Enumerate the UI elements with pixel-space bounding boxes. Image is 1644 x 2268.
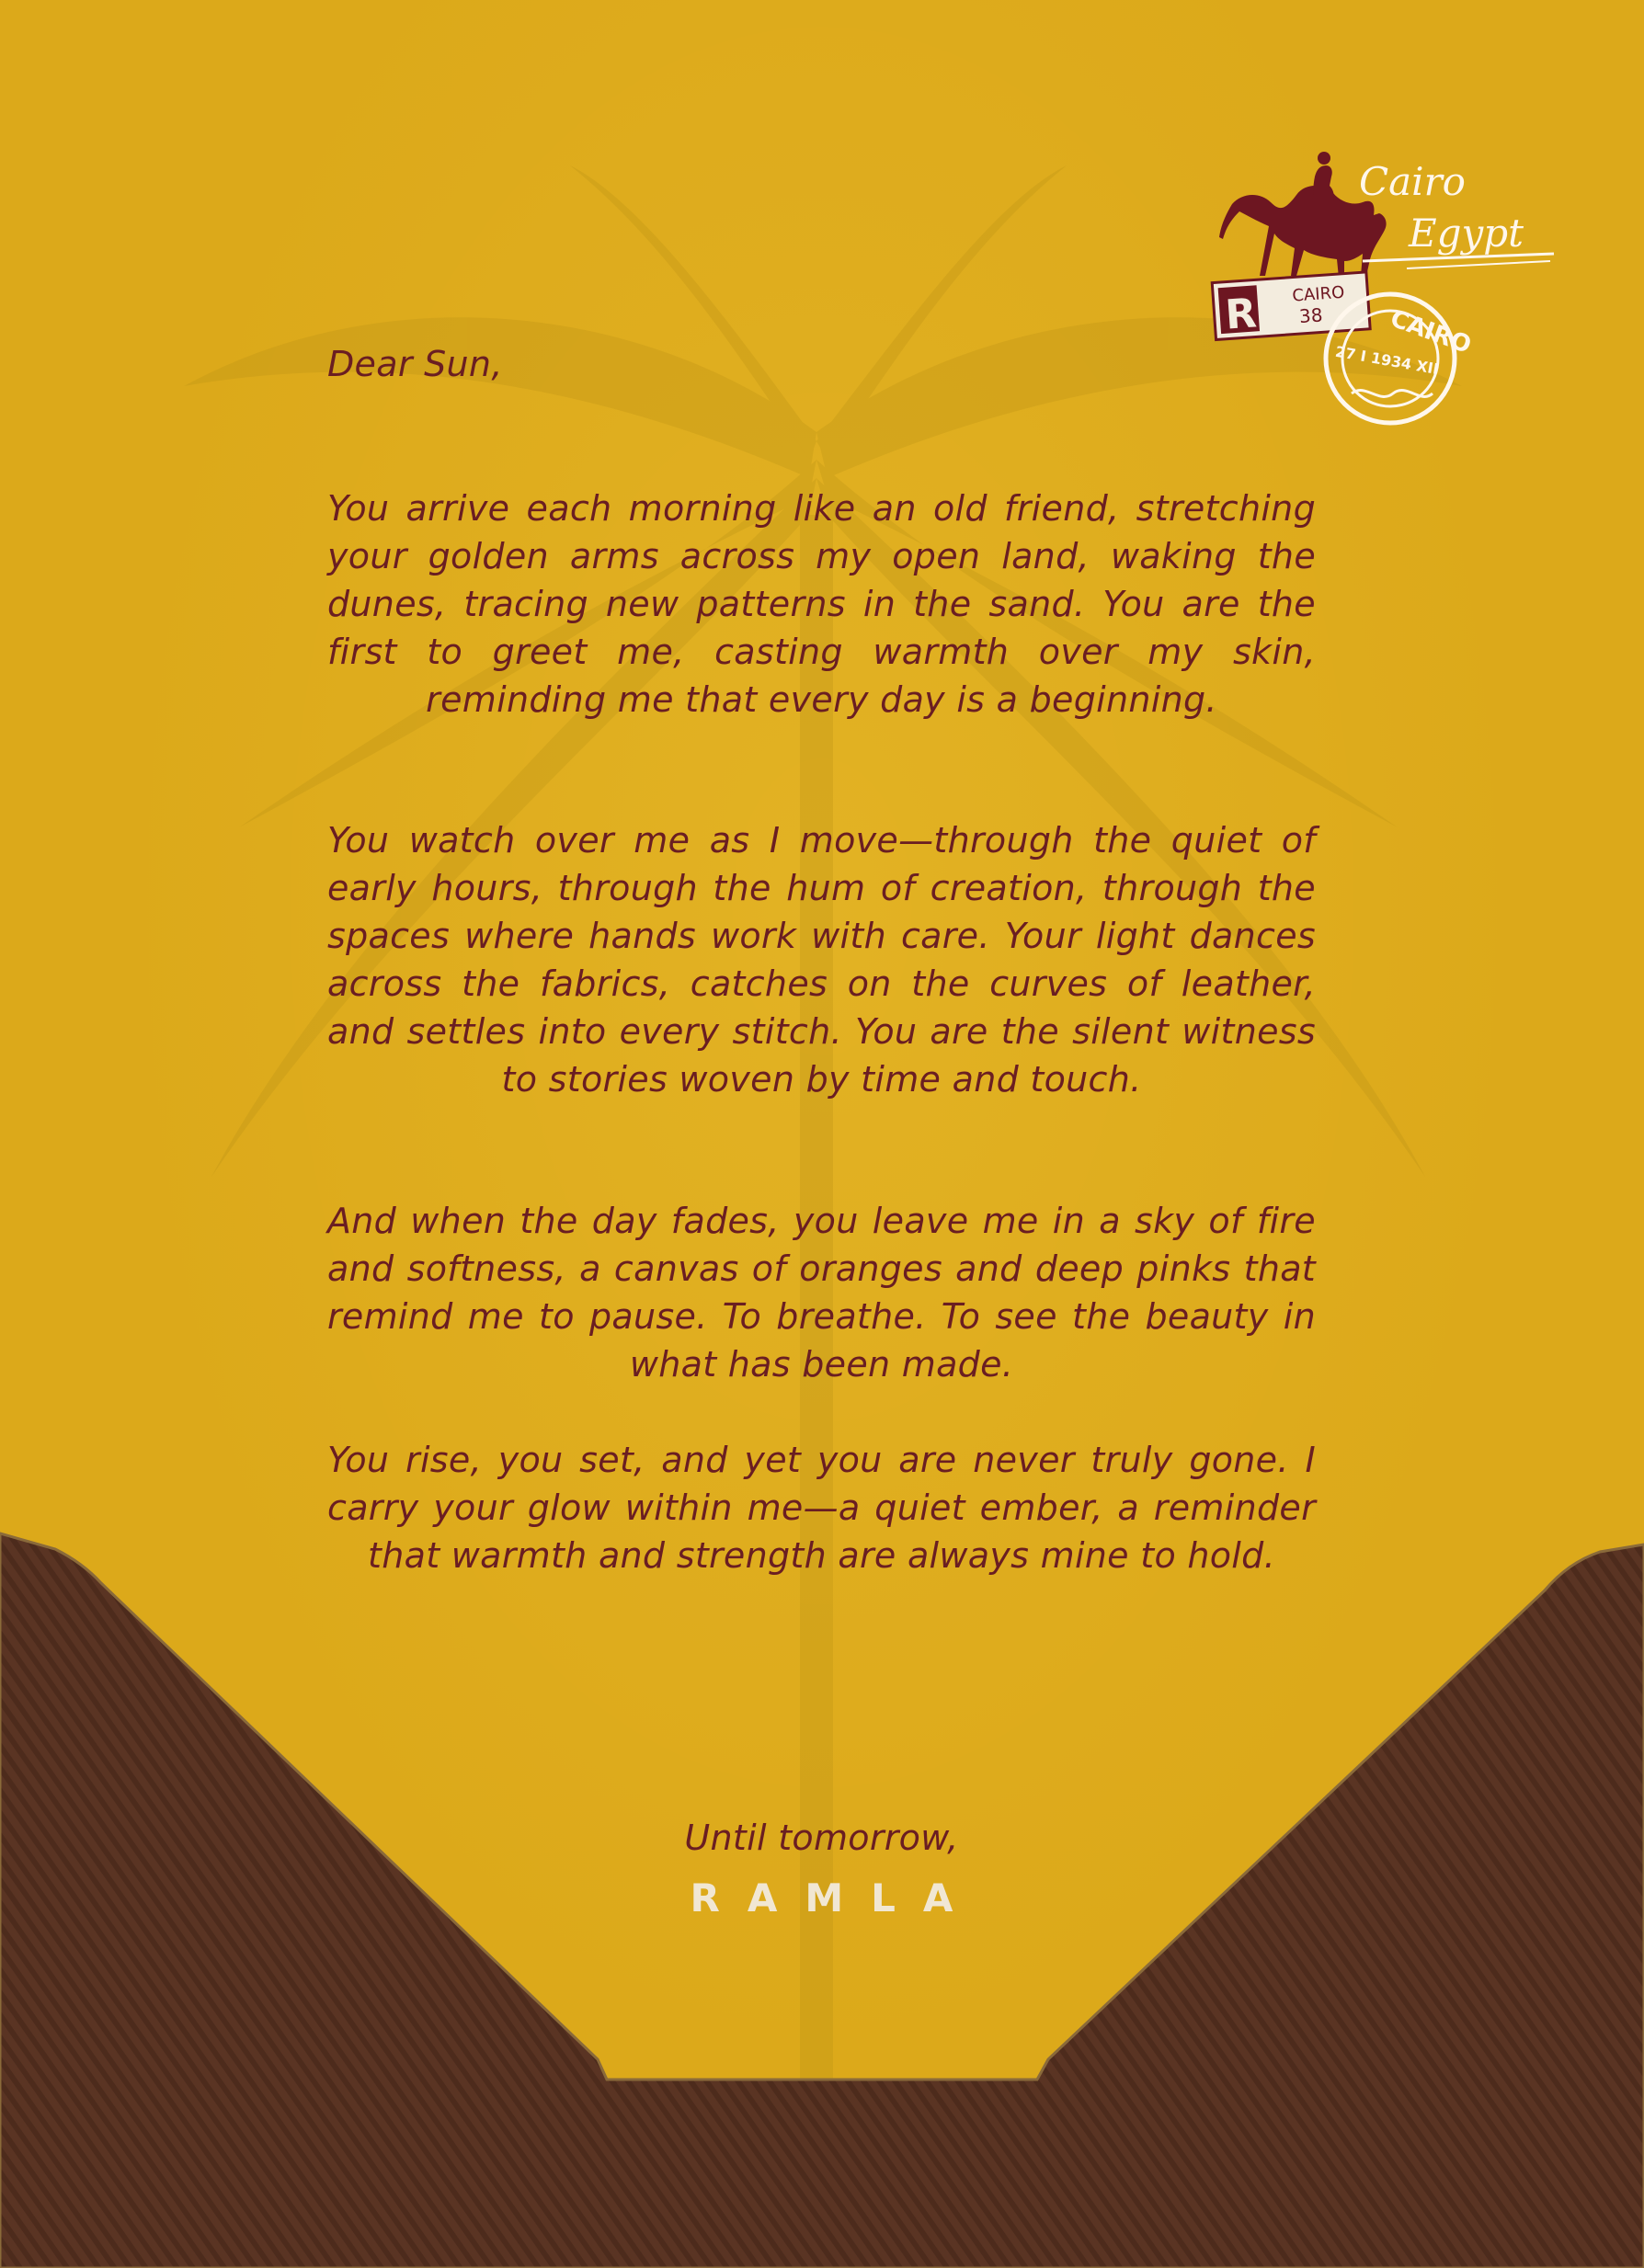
svg-text:Cairo: Cairo bbox=[1359, 159, 1466, 204]
svg-text:CAIRO: CAIRO bbox=[1291, 282, 1345, 306]
letter-signature: RAMLA bbox=[690, 1875, 981, 1920]
cairo-stamp bbox=[1195, 138, 1563, 441]
letter-paragraph: And when the day fades, you leave me in a sky of fire and softness, a canvas of oranges and deep pinks that remind me to pause. To breathe. To see the beauty in what has been made. bbox=[327, 1201, 1316, 1385]
letter-paragraph: You watch over me as I move—through the quiet of early hours, through the hum of creation, through the spaces where hands work with care. Your light dances across the fabrics, catches on the curves of leather, and settles into every stitch. You are the silent witness to stories woven by time and touch. bbox=[327, 820, 1316, 1100]
svg-text:CAIRO: CAIRO bbox=[1387, 304, 1475, 359]
svg-text:Egypt: Egypt bbox=[1409, 211, 1524, 256]
letter-paragraph: You rise, you set, and yet you are never truly gone. I carry your glow within me—a quiet ember, a reminder that warmth and strength are always mine to hold. bbox=[327, 1440, 1316, 1576]
svg-text:27 I 1934 XII: 27 I 1934 XII bbox=[1333, 342, 1441, 379]
letter-closing: Until tomorrow, bbox=[684, 1818, 959, 1858]
cairo-egypt-script bbox=[1359, 159, 1554, 268]
letter-greeting: Dear Sun, bbox=[327, 344, 503, 384]
svg-text:38: 38 bbox=[1298, 303, 1324, 328]
svg-text:R: R bbox=[1223, 290, 1259, 339]
letter-paragraph: You arrive each morning like an old friend, stretching your golden arms across my open land, waking the dunes, tracing new patterns in the sand. You are the first to greet me, casting warmth over my skin, reminding me that every day is a beginning. bbox=[327, 488, 1316, 720]
registered-label bbox=[1212, 272, 1370, 340]
